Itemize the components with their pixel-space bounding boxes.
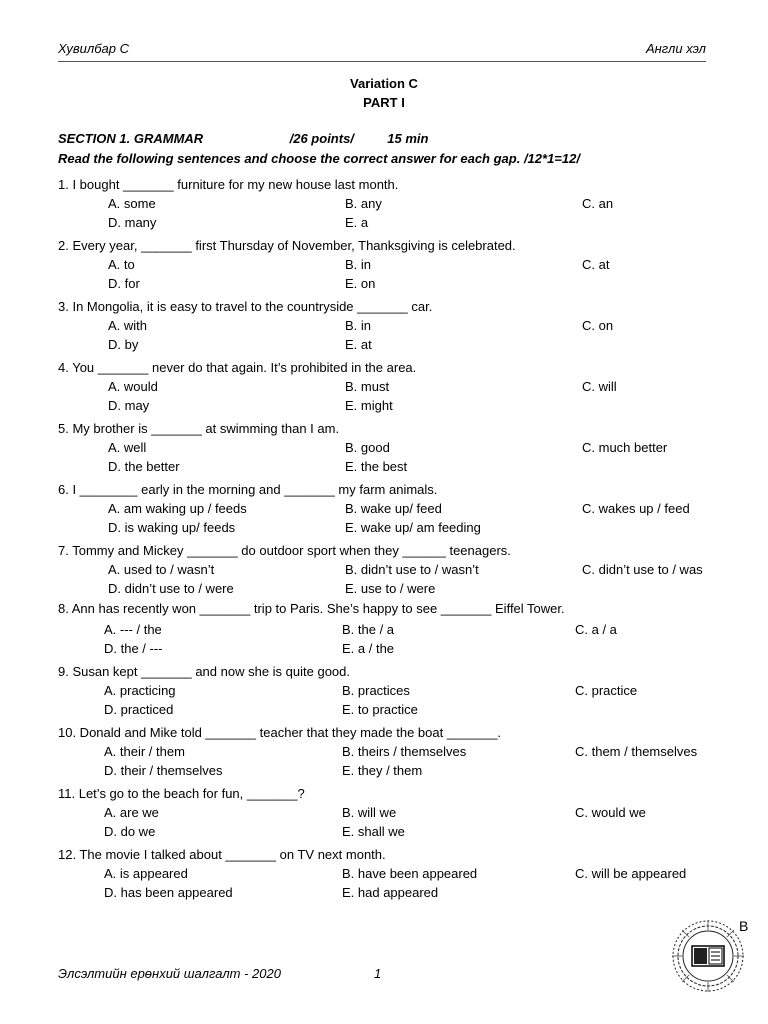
answer-option[interactable]: D. practiced: [104, 702, 174, 717]
answer-option[interactable]: A. --- / the: [104, 622, 162, 637]
answer-option[interactable]: B. must: [345, 379, 390, 394]
section-heading: [58, 131, 738, 146]
answer-option[interactable]: A. would: [108, 379, 158, 394]
question-text: 3. In Mongolia, it is easy to travel to the countryside _______ car.: [58, 299, 433, 314]
answer-option[interactable]: E. a / the: [342, 641, 395, 656]
question-text: 6. I ________ early in the morning and _______ my farm animals.: [58, 482, 438, 497]
answer-option[interactable]: B. any: [345, 196, 382, 211]
answer-option[interactable]: A. used to / wasn’t: [108, 562, 215, 577]
answer-option[interactable]: C. will: [582, 379, 617, 394]
question: [58, 419, 738, 479]
answer-option[interactable]: E. shall we: [342, 824, 405, 839]
answer-option[interactable]: C. much better: [582, 440, 668, 455]
answer-option[interactable]: C. would we: [575, 805, 646, 820]
question-text: 8. Ann has recently won _______ trip to Paris. She’s happy to see _______ Eiffel Tower.: [58, 601, 565, 616]
answer-option[interactable]: C. at: [582, 257, 610, 272]
answer-option[interactable]: E. the best: [345, 459, 408, 474]
answer-option[interactable]: A. practicing: [104, 683, 176, 698]
answer-option[interactable]: C. wakes up / feed: [582, 501, 690, 516]
question-text: 12. The movie I talked about _______ on TV next month.: [58, 847, 386, 862]
answer-option[interactable]: E. wake up/ am feeding: [345, 520, 481, 535]
answer-option[interactable]: B. in: [345, 318, 372, 333]
answer-option[interactable]: B. practices: [342, 683, 410, 698]
answer-option[interactable]: D. didn’t use to / were: [108, 581, 234, 596]
answer-option[interactable]: D. many: [108, 215, 157, 230]
header-subject: Англи хэл: [645, 41, 706, 56]
answer-option[interactable]: A. is appeared: [104, 866, 188, 881]
answer-option[interactable]: D. do we: [104, 824, 156, 839]
answer-option[interactable]: E. to practice: [342, 702, 418, 717]
answer-option[interactable]: B. the / a: [342, 622, 395, 637]
answer-option[interactable]: E. might: [345, 398, 393, 413]
question: [58, 845, 738, 905]
answer-option[interactable]: B. have been appeared: [342, 866, 478, 881]
question-text: 7. Tommy and Mickey _______ do outdoor sport when they ______ teenagers.: [58, 543, 511, 558]
answer-option[interactable]: B. theirs / themselves: [342, 744, 467, 759]
question-text: 10. Donald and Mike told _______ teacher that they made the boat _______.: [58, 725, 502, 740]
footer-exam-name: Элсэлтийн ерөнхий шалгалт - 2020: [58, 966, 281, 981]
answer-option[interactable]: A. well: [108, 440, 147, 455]
answer-option[interactable]: E. use to / were: [345, 581, 436, 596]
variation-title: Variation C: [350, 76, 418, 91]
question: [58, 297, 738, 357]
answer-option[interactable]: B. wake up/ feed: [345, 501, 442, 516]
footer: [58, 966, 382, 981]
answer-option[interactable]: D. by: [108, 337, 139, 352]
answer-option[interactable]: D. their / themselves: [104, 763, 223, 778]
answer-option[interactable]: C. an: [582, 196, 614, 211]
answer-option[interactable]: D. the better: [108, 459, 180, 474]
section-instruction: Read the following sentences and choose the correct answer for each gap. /12*1=12/: [58, 151, 580, 166]
answer-option[interactable]: A. some: [108, 196, 156, 211]
answer-option[interactable]: A. am waking up / feeds: [108, 501, 247, 516]
section-name: SECTION 1. GRAMMAR: [58, 131, 204, 146]
answer-option[interactable]: D. is waking up/ feeds: [108, 520, 236, 535]
answer-option[interactable]: D. the / ---: [104, 641, 163, 656]
question-text: 1. I bought _______ furniture for my new house last month.: [58, 177, 399, 192]
answer-option[interactable]: A. to: [108, 257, 135, 272]
question: [58, 723, 738, 783]
answer-option[interactable]: C. will be appeared: [575, 866, 687, 881]
answer-option[interactable]: A. their / them: [104, 744, 185, 759]
answer-option[interactable]: B. in: [345, 257, 372, 272]
question: [58, 599, 738, 659]
answer-option[interactable]: E. a: [345, 215, 369, 230]
question: [58, 541, 738, 601]
answer-option[interactable]: C. didn’t use to / was: [582, 562, 703, 577]
question: [58, 662, 738, 722]
question: [58, 784, 738, 844]
question-text: 9. Susan kept _______ and now she is quite good.: [58, 664, 350, 679]
answer-option[interactable]: D. may: [108, 398, 150, 413]
answer-option[interactable]: E. on: [345, 276, 376, 291]
answer-option[interactable]: B. good: [345, 440, 390, 455]
answer-option[interactable]: B. didn’t use to / wasn’t: [345, 562, 479, 577]
page-number: 1: [374, 966, 382, 981]
answer-option[interactable]: E. had appeared: [342, 885, 439, 900]
question: [58, 358, 738, 418]
answer-option[interactable]: A. with: [108, 318, 148, 333]
question: [58, 480, 738, 540]
answer-option[interactable]: C. on: [582, 318, 614, 333]
answer-option[interactable]: B. will we: [342, 805, 397, 820]
answer-option[interactable]: D. for: [108, 276, 140, 291]
question-text: 11. Let’s go to the beach for fun, _______?: [58, 786, 305, 801]
answer-option[interactable]: C. them / themselves: [575, 744, 698, 759]
answer-option[interactable]: D. has been appeared: [104, 885, 233, 900]
question-text: 4. You _______ never do that again. It’s prohibited in the area.: [58, 360, 417, 375]
question: [58, 175, 738, 235]
answer-option[interactable]: E. they / them: [342, 763, 423, 778]
answer-option[interactable]: E. at: [345, 337, 372, 352]
answer-option[interactable]: C. a / a: [575, 622, 617, 637]
answer-option[interactable]: A. are we: [104, 805, 159, 820]
part-title: PART I: [363, 95, 405, 110]
question: [58, 236, 738, 296]
question-text: 5. My brother is _______ at swimming than I am.: [58, 421, 340, 436]
header-divider: [58, 61, 706, 62]
question-text: 2. Every year, _______ first Thursday of November, Thanksgiving is celebrated.: [58, 238, 516, 253]
header-variant: Хувилбар С: [58, 41, 130, 56]
section-points: /26 points/: [289, 131, 354, 146]
section-time: 15 min: [387, 131, 429, 146]
answer-option[interactable]: C. practice: [575, 683, 638, 698]
seal-emblem-icon: [670, 918, 749, 994]
variant-mark: B: [739, 918, 749, 934]
